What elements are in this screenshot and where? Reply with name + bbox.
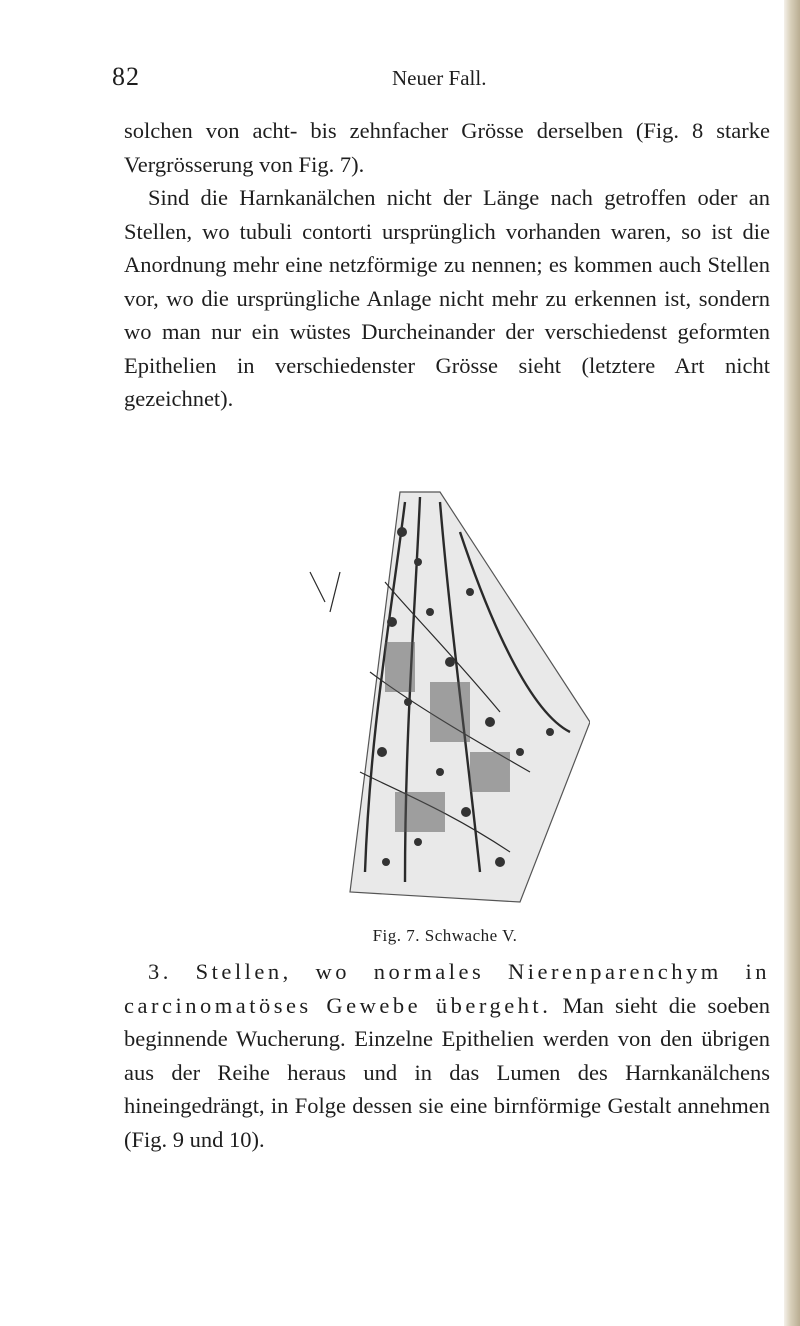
running-title: Neuer Fall. [392,66,487,90]
page-header [0,62,800,102]
figure-caption: Fig. 7. Schwache V. [372,926,518,945]
text-block-section-3 [124,955,770,1156]
paragraph-harnkanaelchen: Sind die Harnkanälchen nicht der Länge nach getroffen oder an Stellen, wo tubuli contorti ursprünglich vorhanden waren, so ist die Anordnung mehr eine netzförmige zu nennen; es kommen auch Stellen vor, wo die ursprüngliche Anlage nicht mehr zu erkennen ist, sondern wo man nur ein wüstes Durcheinander der verschiedenst geformten Epithelien in verschiedenster Grösse sieht (letztere Art nicht gezeichnet). [124,185,770,411]
page-number: 82 [112,62,140,91]
page-edge-shadow [784,0,800,1326]
text-block-top [124,114,770,416]
histology-figure [290,472,590,912]
section-3-heading: 3. Stellen, wo normales Nierenparenchym in carcinomatöses Gewebe übergeht. [124,959,770,1018]
section-3-text: Man sieht die soeben beginnende Wucherung. Einzelne Epithelien werden von den übrigen aus der Reihe heraus und in das Lumen des Harnkanälchens hineingedrängt, in Folge dessen sie eine birnförmige Gestalt annehmen (Fig. 9 und 10). [124,992,771,1152]
paragraph-continuation: solchen von acht- bis zehnfacher Grösse derselben (Fig. 8 starke Vergrösserung von Fig. 7). [124,118,770,177]
paragraph-section-3 [124,955,770,1156]
